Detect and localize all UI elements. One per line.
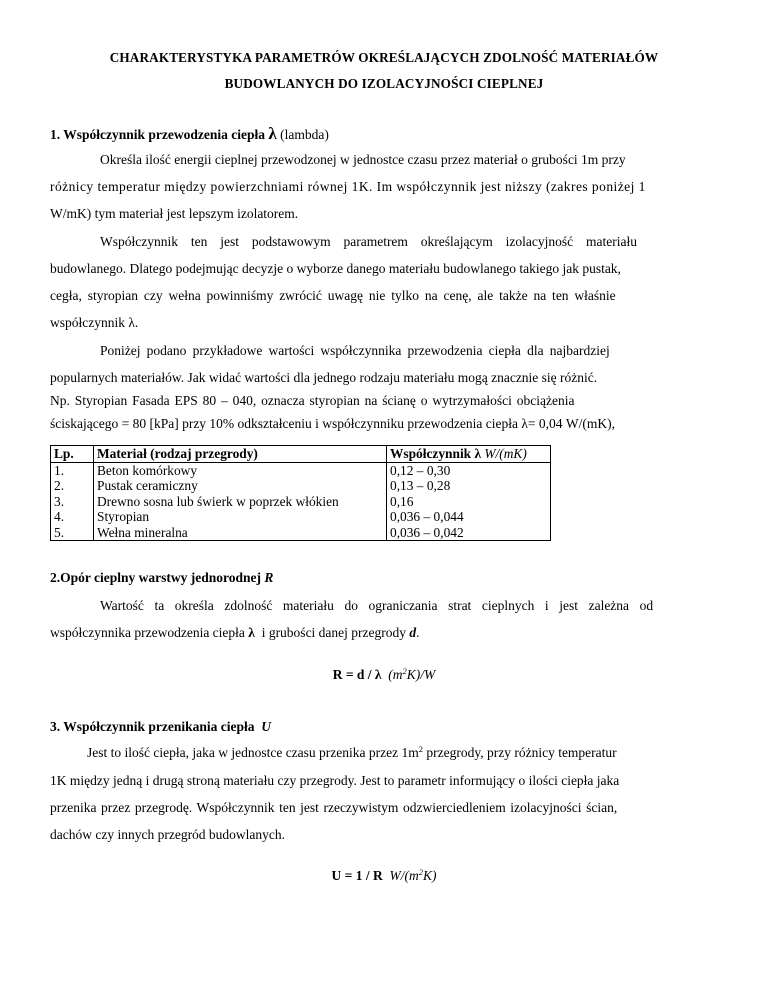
section-1-p2-line-1: Współczynnik ten jest podstawowym parametrem określającym izolacyjność materiału <box>100 234 637 249</box>
row-2-material: Pustak ceramiczny <box>94 478 387 494</box>
table-row <box>51 494 551 510</box>
section-2-line-2-part-b: i grubości danej przegrody <box>261 625 407 640</box>
section-3-heading <box>50 719 271 735</box>
section-2-line-2-part-a: współczynnika przewodzenia ciepła <box>50 625 245 640</box>
section-2-lambda: λ <box>248 625 255 640</box>
section-3-line-2: 1K między jedną i drugą stroną materiału czy przegrody. Jest to parametr informujący o ilości ciepła jaka <box>50 773 620 788</box>
section-1-heading <box>50 124 329 144</box>
formula-u-unit-sup: 2 <box>418 867 423 877</box>
header-coefficient <box>387 446 551 463</box>
row-4-value: 0,036 – 0,044 <box>387 509 551 525</box>
section-3-line-3: przenika przez przegrodę. Współczynnik ten jest rzeczywistym odzwierciedleniem izolacyjności ścian, <box>50 800 618 815</box>
row-5-material: Wełna mineralna <box>94 525 387 541</box>
row-5-value: 0,036 – 0,042 <box>387 525 551 541</box>
header-lp: Lp. <box>51 446 94 463</box>
formula-r-unit-b: K)/W <box>406 667 436 682</box>
formula-r-expression: R = d / λ <box>332 667 382 682</box>
section-2-heading-symbol: R <box>264 570 274 585</box>
example-line-1: Np. Styropian Fasada EPS 80 – 040, oznacza styropian na ścianę o wytrzymałości obciążenia <box>50 393 575 408</box>
section-3-line-4: dachów czy innych przegród budowlanych. <box>50 827 286 842</box>
table-row <box>51 478 551 494</box>
example-line-2: ściskającego = 80 [kPa] przy 10% odkształceniu i współczynniku przewodzenia ciepła λ= 0,04 W/(mK), <box>50 416 615 431</box>
row-1-lp: 1. <box>51 462 94 478</box>
table-row <box>51 525 551 541</box>
lambda-note: (lambda) <box>280 127 329 142</box>
row-3-material: Drewno sosna lub świerk w poprzek włókien <box>94 494 387 510</box>
row-1-value: 0,12 – 0,30 <box>387 462 551 478</box>
document-title-line-1: CHARAKTERYSTYKA PARAMETRÓW OKREŚLAJĄCYCH ZDOLNOŚĆ MATERIAŁÓW <box>109 50 659 65</box>
section-1-p1-line-3: W/mK) tym materiał jest lepszym izolatorem. <box>50 206 299 221</box>
row-3-lp: 3. <box>51 494 94 510</box>
section-2-line-2: współczynnika przewodzenia ciepła λ i grubości danej przegrody d. <box>50 625 420 640</box>
section-1-p2-line-2: budowlanego. Dlatego podejmując decyzje o wyborze danego materiału budowlanego takiego jak pustak, <box>50 261 621 276</box>
section-3-line-1-sup: 2 <box>418 744 423 754</box>
section-1-p2-line-4: współczynnik λ. <box>50 315 139 330</box>
section-3-line-1-part-b: przegrody, przy różnicy temperatur <box>423 745 617 760</box>
section-1-p3-line-1: Poniżej podano przykładowe wartości współczynnika przewodzenia ciepła dla najbardziej <box>100 343 610 358</box>
header-coefficient-unit: W/(mK) <box>484 446 527 461</box>
row-5-lp: 5. <box>51 525 94 541</box>
table-header-row <box>51 446 551 463</box>
row-2-value: 0,13 – 0,28 <box>387 478 551 494</box>
section-3-heading-symbol: U <box>261 719 272 734</box>
section-1-p2-line-3: cegła, styropian czy wełna powinniśmy zwrócić uwagę nie tylko na cenę, ale także na ten właśnie <box>50 288 616 303</box>
section-3-line-1 <box>87 745 617 761</box>
document-title-line-2: BUDOWLANYCH DO IZOLACYJNOŚCI CIEPLNEJ <box>224 76 544 91</box>
formula-u <box>0 868 768 884</box>
formula-u-unit-b: K) <box>422 868 437 883</box>
row-4-material: Styropian <box>94 509 387 525</box>
formula-u-expression: U = 1 / R <box>331 868 383 883</box>
materials-table <box>50 445 551 541</box>
section-2-heading-text: 2.Opór cieplny warstwy jednorodnej <box>50 570 262 585</box>
table-row <box>51 509 551 525</box>
section-1-heading-text: 1. Współczynnik przewodzenia ciepła <box>50 127 266 142</box>
section-1-p1-line-2: różnicy temperatur między powierzchniami równej 1K. Im współczynnik jest niższy (zakres poniżej 1 <box>50 179 646 194</box>
header-coefficient-label: Współczynnik λ <box>390 446 482 461</box>
section-1-p1-line-1: Określa ilość energii cieplnej przewodzonej w jednostce czasu przez materiał o grubości 1m przy <box>100 152 626 167</box>
section-1-p3-line-2: popularnych materiałów. Jak widać wartości dla jednego rodzaju materiału mogą znacznie się różnić. <box>50 370 598 385</box>
formula-u-unit-a: W/(m <box>389 868 419 883</box>
formula-r-unit-a: (m <box>388 667 403 682</box>
row-4-lp: 4. <box>51 509 94 525</box>
row-2-lp: 2. <box>51 478 94 494</box>
section-2-heading <box>50 570 273 586</box>
lambda-symbol: λ <box>268 124 277 143</box>
header-material: Materiał (rodzaj przegrody) <box>94 446 387 463</box>
table-row <box>51 462 551 478</box>
formula-r-unit-sup: 2 <box>402 666 407 676</box>
section-3-heading-text: 3. Współczynnik przenikania ciepła <box>50 719 255 734</box>
section-3-line-1-part-a: Jest to ilość ciepła, jaka w jednostce czasu przenika przez 1m <box>87 745 419 760</box>
section-2-d-symbol: d <box>409 625 417 640</box>
row-3-value: 0,16 <box>387 494 551 510</box>
formula-r <box>0 667 768 683</box>
row-1-material: Beton komórkowy <box>94 462 387 478</box>
section-2-line-1: Wartość ta określa zdolność materiału do ograniczania strat cieplnych i jest zależna od <box>100 598 654 613</box>
